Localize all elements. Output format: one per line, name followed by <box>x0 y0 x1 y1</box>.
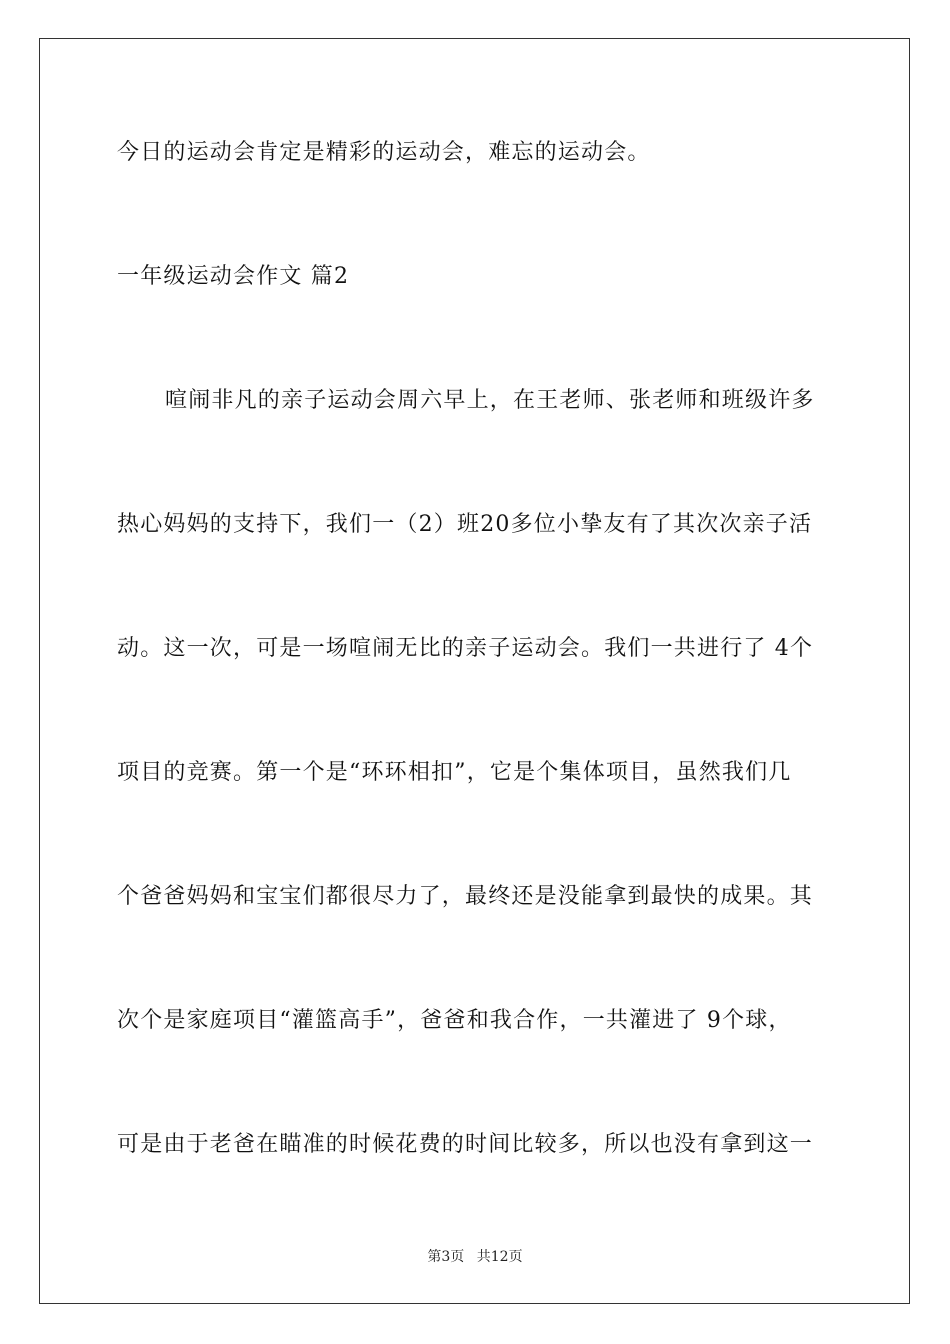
paragraph-line: 今日的运动会肯定是精彩的运动会，难忘的运动会。 <box>117 140 651 165</box>
page-number-current: 第3页 <box>427 1249 465 1265</box>
section-heading: 一年级运动会作文 篇2 <box>117 264 350 289</box>
page-footer <box>0 1247 950 1267</box>
paragraph-line: 热心妈妈的支持下，我们一（2）班20多位小挚友有了其次次亲子活 <box>117 512 813 537</box>
paragraph-line: 动。这一次，可是一场喧闹无比的亲子运动会。我们一共进行了 4个 <box>117 636 814 661</box>
paragraph-line: 喧闹非凡的亲子运动会周六早上，在王老师、张老师和班级许多 <box>165 388 815 413</box>
paragraph-line: 次个是家庭项目“灌篮高手”，爸爸和我合作，一共灌进了 9个球， <box>117 1008 792 1033</box>
page-number-total: 共12页 <box>476 1249 523 1265</box>
page-border <box>39 38 910 1304</box>
paragraph-line: 个爸爸妈妈和宝宝们都很尽力了，最终还是没能拿到最快的成果。其 <box>117 884 814 909</box>
paragraph-line: 项目的竞赛。第一个是“环环相扣”，它是个集体项目，虽然我们几 <box>117 760 792 785</box>
paragraph-line: 可是由于老爸在瞄准的时候花费的时间比较多，所以也没有拿到这一 <box>117 1132 814 1157</box>
